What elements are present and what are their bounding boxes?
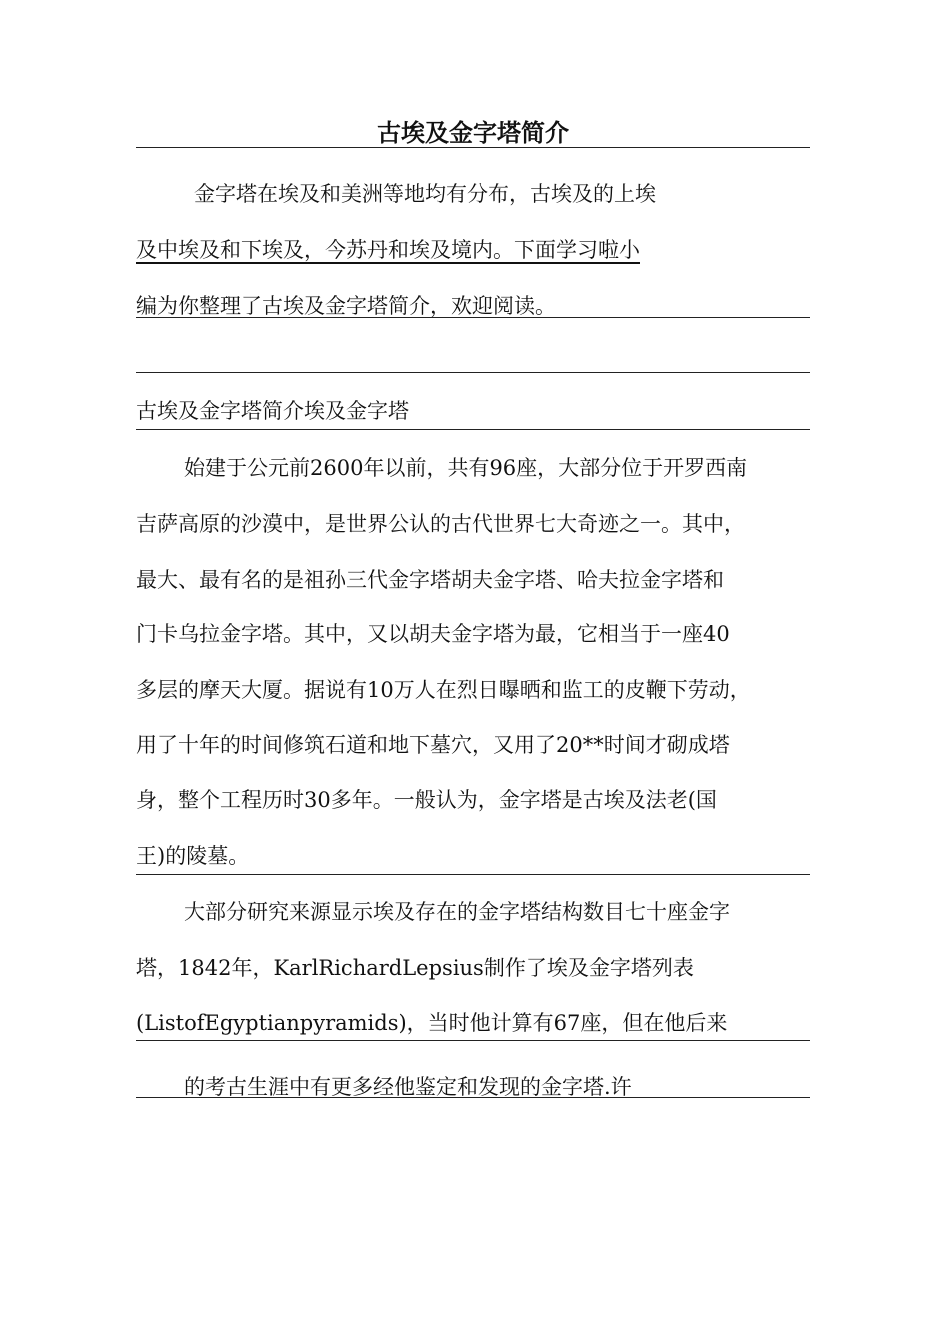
paragraph2-line-2: 塔，1842年，KarlRichardLepsius制作了埃及金字塔列表 [136,956,694,980]
paragraph1-line-1: 始建于公元前2600年以前，共有96座，大部分位于开罗西南 [184,456,748,480]
paragraph1-line-2: 吉萨高原的沙漠中，是世界公认的古代世界七大奇迹之一。其中， [136,512,745,536]
paragraph2-line-1: 大部分研究来源显示埃及存在的金字塔结构数目七十座金字 [184,900,730,924]
intro-line-3: 编为你整理了古埃及金字塔简介，欢迎阅读。 [136,294,556,318]
paragraph1-line-8: 王)的陵墓。 [136,844,250,868]
paragraph3-line-1: 的考古生涯中有更多经他鉴定和发现的金字塔.许 [184,1075,632,1099]
paragraph2-line-3: (ListofEgyptianpyramids)，当时他计算有67座，但在他后来 [136,1011,728,1035]
document-title: 古埃及金字塔简介 [377,119,569,147]
paragraph1-line-6: 用了十年的时间修筑石道和地下墓穴，又用了20**时间才砌成塔 [136,733,730,757]
paragraph1-line-4: 门卡乌拉金字塔。其中，又以胡夫金字塔为最，它相当于一座40 [136,622,730,646]
separator-rule [136,372,810,373]
paragraph1-line-5: 多层的摩天大厦。据说有10万人在烈日曝晒和监工的皮鞭下劳动， [136,678,751,702]
intro-rule [136,317,810,318]
section-heading-rule [136,429,810,430]
title-underline-rule [136,147,810,148]
paragraph3-rule [136,1097,810,1098]
section-heading: 古埃及金字塔简介埃及金字塔 [136,399,409,423]
intro-line-1: 金字塔在埃及和美洲等地均有分布，古埃及的上埃 [194,182,656,206]
paragraph2-rule [136,1040,810,1041]
paragraph1-rule [136,874,810,875]
paragraph1-line-7: 身，整个工程历时30多年。一般认为，金字塔是古埃及法老(国 [136,788,717,812]
intro-line-2: 及中埃及和下埃及，今苏丹和埃及境内。下面学习啦小 [136,238,640,262]
paragraph1-line-3: 最大、最有名的是祖孙三代金字塔胡夫金字塔、哈夫拉金字塔和 [136,568,724,592]
